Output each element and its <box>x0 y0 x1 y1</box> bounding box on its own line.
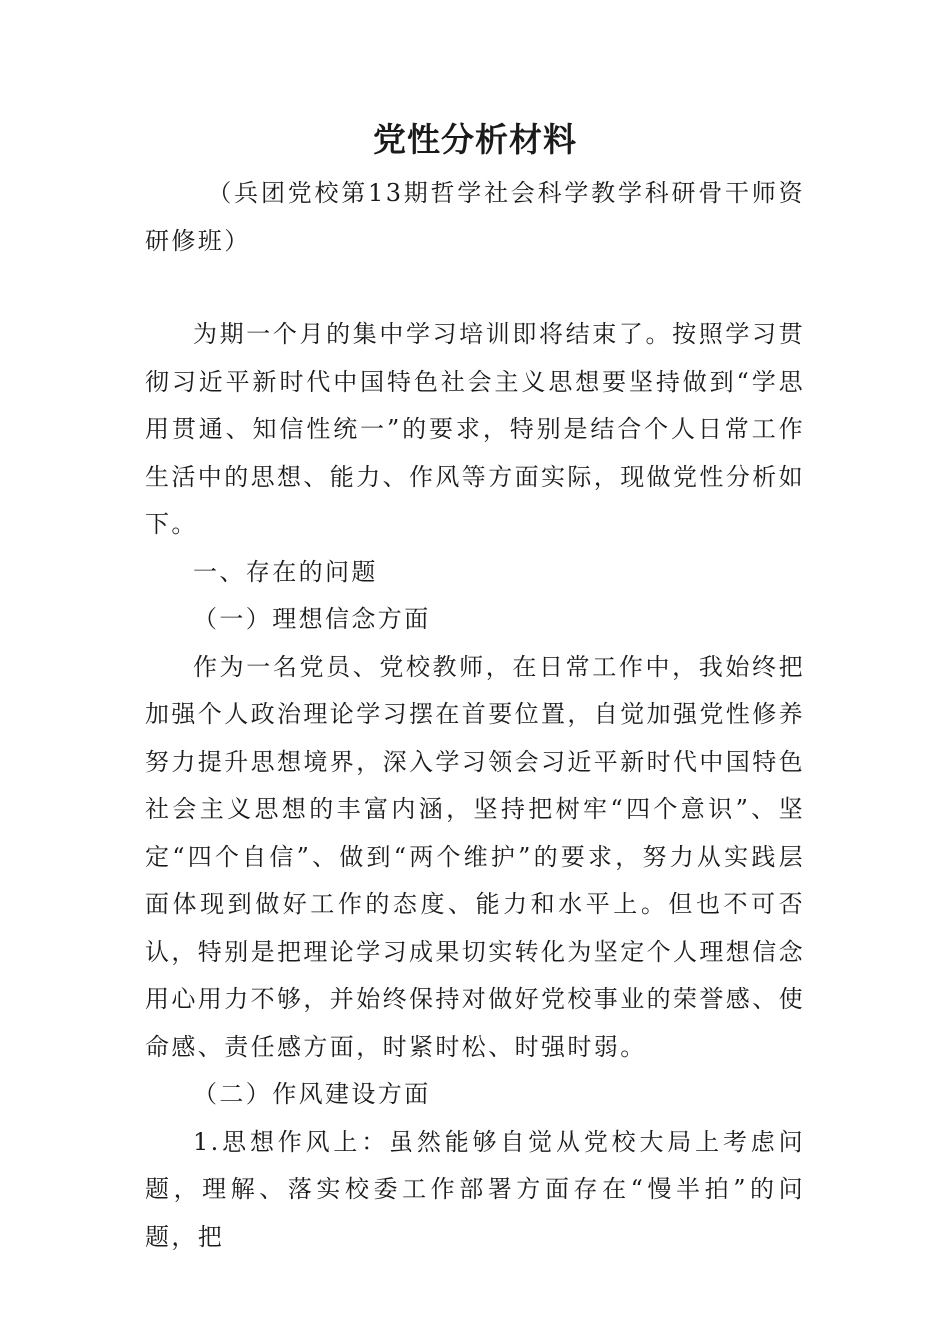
document-body <box>145 311 805 1261</box>
ideals-paragraph: 作为一名党员、党校教师，在日常工作中，我始终把加强个人政治理论学习摆在首要位置，自觉加强党性修养努力提升思想境界，深入学习领会习近平新时代中国特色社会主义思想的丰富内涵，坚持把树牢“四个意识”、坚定“四个自信”、做到“两个维护”的要求，努力从实践层面体现到做好工作的态度、能力和水平上。但也不可否认，特别是把理论学习成果切实转化为坚定个人理想信念用心用力不够，并始终保持对做好党校事业的荣誉感、使命感、责任感方面，时紧时松、时强时弱。 <box>145 652 805 1061</box>
subsection-heading-ideals: （一）理想信念方面 <box>193 605 431 633</box>
section-heading-problems: 一、存在的问题 <box>193 557 378 586</box>
document-subtitle-block <box>145 170 805 265</box>
intro-paragraph: 为期一个月的集中学习培训即将结束了。按照学习贯彻习近平新时代中国特色社会主义思想要坚持做到“学思用贯通、知信性统一”的要求，特别是结合个人日常工作生活中的思想、能力、作风等方面实际，现做党性分析如下。 <box>145 320 805 538</box>
subsection-heading-work-style: （二）作风建设方面 <box>193 1080 431 1108</box>
work-style-paragraph: 1.思想作风上：虽然能够自觉从党校大局上考虑问题，理解、落实校委工作部署方面存在“慢半拍”的问题，把 <box>145 1127 805 1251</box>
document-title: 党性分析材料 <box>373 120 577 159</box>
document-subtitle: （兵团党校第13期哲学社会科学教学科研骨干师资研修班） <box>145 179 805 255</box>
